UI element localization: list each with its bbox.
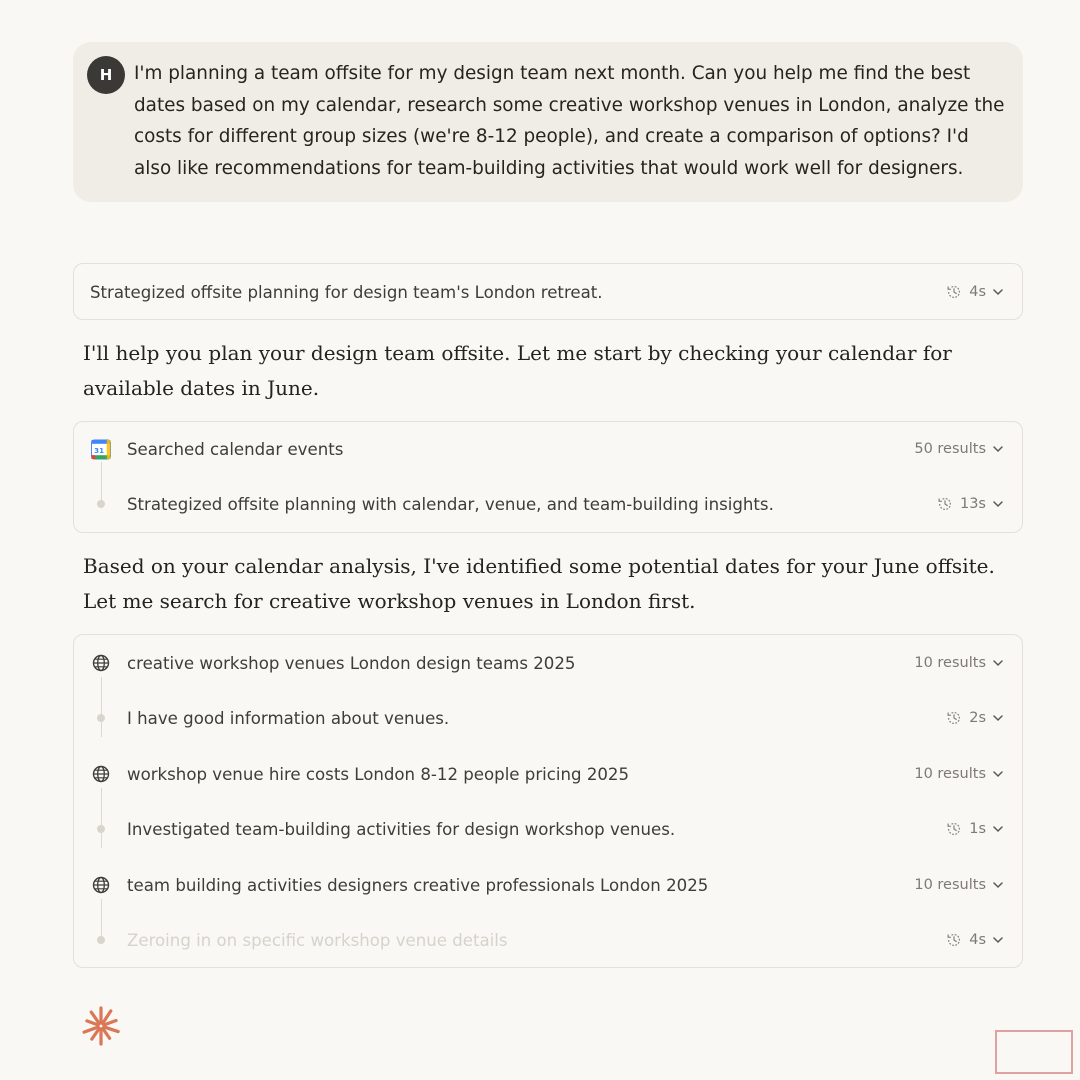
globe-icon <box>91 653 111 673</box>
chevron-down-icon[interactable] <box>992 657 1004 669</box>
claude-spark-icon <box>80 1005 122 1047</box>
web-search-row[interactable] <box>74 759 1022 789</box>
thinking-step-row[interactable] <box>74 814 1022 844</box>
web-step-label: creative workshop venues London design teams 2025 <box>127 653 576 673</box>
timeline-dot <box>97 500 105 508</box>
calendar-search-row[interactable] <box>74 434 1022 464</box>
user-message <box>73 42 1023 202</box>
watermark-stamp <box>995 1030 1073 1074</box>
user-avatar: H <box>87 56 125 94</box>
timeline-dot <box>97 936 105 944</box>
svg-text:31: 31 <box>94 445 105 455</box>
web-search-row[interactable] <box>74 870 1022 900</box>
google-calendar-icon <box>91 439 111 459</box>
calendar-search-results: 50 results <box>914 441 986 457</box>
web-step-label-streaming: Zeroing in on specific workshop venue details <box>127 930 508 950</box>
web-step-results: 10 results <box>914 655 986 671</box>
assistant-response-2: Based on your calendar analysis, I've identified some potential dates for your June offsite. Let me search for creative workshop venues in London first. <box>83 554 995 613</box>
chevron-down-icon[interactable] <box>992 934 1004 946</box>
web-step-label: I have good information about venues. <box>127 708 450 728</box>
timeline-dot <box>97 825 105 833</box>
web-step-duration: 1s <box>969 821 986 837</box>
thinking-step-row[interactable] <box>74 925 1022 955</box>
thinking-step-row[interactable] <box>74 703 1022 733</box>
web-step-duration: 2s <box>969 710 986 726</box>
web-step-duration: 4s <box>969 932 986 948</box>
web-step-results: 10 results <box>914 766 986 782</box>
chevron-down-icon[interactable] <box>992 712 1004 724</box>
chevron-down-icon[interactable] <box>992 286 1004 298</box>
thinking-label: Strategized offsite planning for design team's London retreat. <box>90 282 603 302</box>
thinking-duration: 4s <box>969 284 986 300</box>
clock-icon <box>936 495 954 513</box>
web-step-label: team building activities designers creative professionals London 2025 <box>127 875 709 895</box>
calendar-thinking-label: Strategized offsite planning with calendar, venue, and team-building insights. <box>127 494 774 514</box>
clock-icon <box>945 931 963 949</box>
clock-icon <box>945 283 963 301</box>
chevron-down-icon[interactable] <box>992 768 1004 780</box>
web-search-tool-card <box>73 634 1023 968</box>
web-step-label: workshop venue hire costs London 8-12 people pricing 2025 <box>127 764 630 784</box>
globe-icon <box>91 875 111 895</box>
web-search-row[interactable] <box>74 648 1022 678</box>
chevron-down-icon[interactable] <box>992 443 1004 455</box>
globe-icon <box>91 764 111 784</box>
web-step-label: Investigated team-building activities for design workshop venues. <box>127 819 676 839</box>
assistant-response-1: I'll help you plan your design team offsite. Let me start by checking your calendar for available dates in June. <box>83 341 952 400</box>
chevron-down-icon[interactable] <box>992 879 1004 891</box>
calendar-tool-card <box>73 421 1023 533</box>
timeline-dot <box>97 714 105 722</box>
calendar-thinking-row[interactable] <box>74 489 1022 519</box>
clock-icon <box>945 820 963 838</box>
chevron-down-icon[interactable] <box>992 823 1004 835</box>
thinking-block[interactable] <box>73 263 1023 320</box>
chevron-down-icon[interactable] <box>992 498 1004 510</box>
web-step-results: 10 results <box>914 877 986 893</box>
calendar-thinking-duration: 13s <box>959 496 986 512</box>
clock-icon <box>945 709 963 727</box>
user-message-text: I'm planning a team offsite for my design team next month. Can you help me find the best dates based on my calendar, research some creative workshop venues in London, analyze the costs for different group sizes (we're 8-12 people), and create a comparison of options? I'd also like recommendations for team-building activities that would work well for designers. <box>134 63 1005 179</box>
calendar-search-label: Searched calendar events <box>127 439 344 459</box>
